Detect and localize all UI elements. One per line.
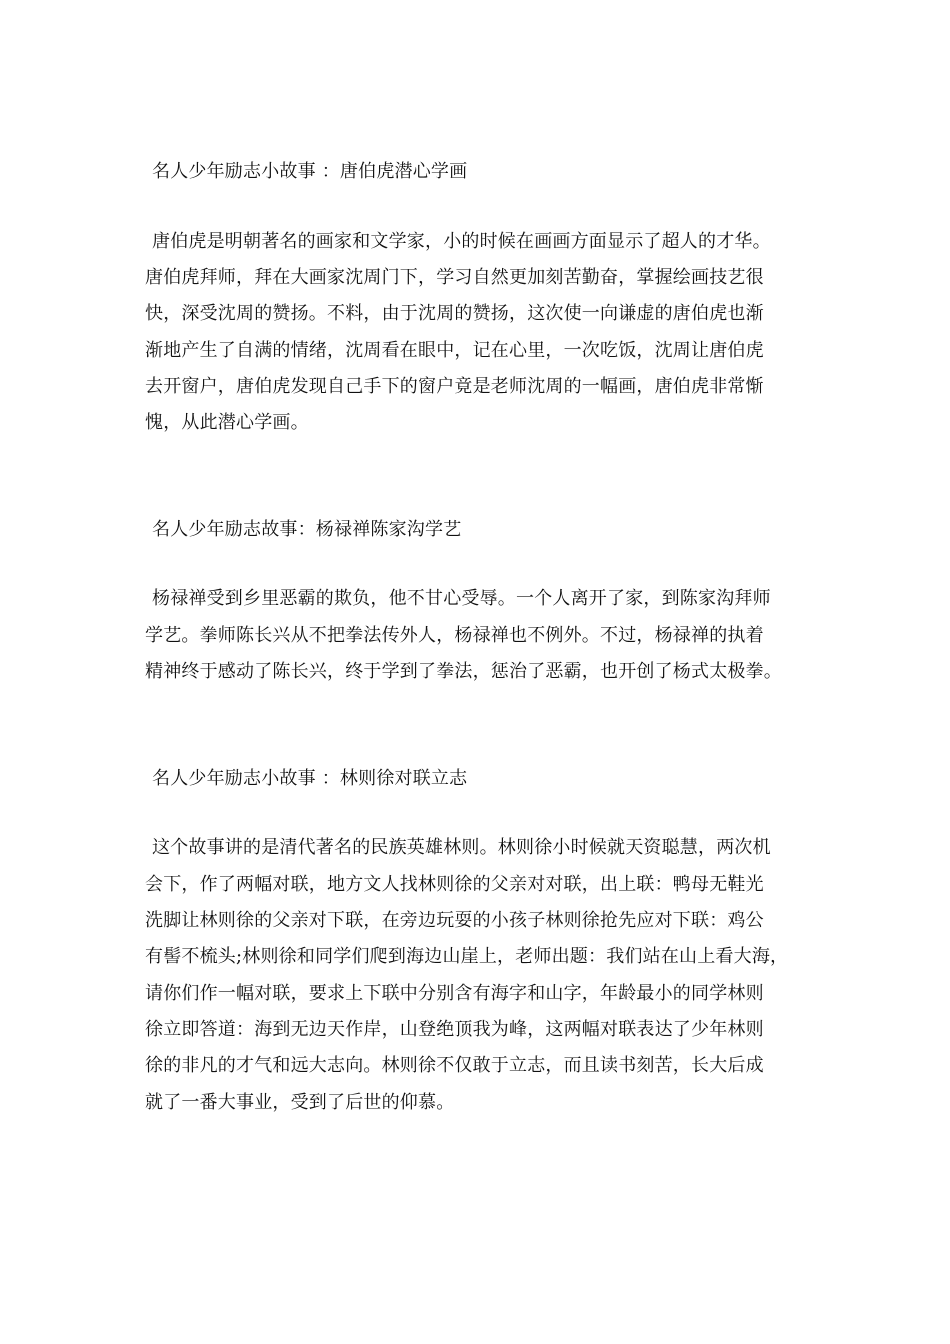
section-title: 名人少年励志小故事 ：唐伯虎潜心学画 xyxy=(152,161,468,182)
section-title: 名人少年励志小故事 ：林则徐对联立志 xyxy=(152,768,468,789)
paragraph-line: 就了一番大事业，受到了后世的仰慕。 xyxy=(145,1092,455,1113)
paragraph-line: 渐地产生了自满的情绪，沈周看在眼中，记在心里，一次吃饭，沈周让唐伯虎 xyxy=(145,340,764,361)
paragraph-line: 精神终于感动了陈长兴，终于学到了拳法，惩治了恶霸，也开创了杨式太极拳。 xyxy=(145,661,782,682)
paragraph-line: 快，深受沈周的赞扬。不料，由于沈周的赞扬，这次使一向谦虚的唐伯虎也渐 xyxy=(145,303,764,324)
paragraph-line: 徐立即答道：海到无边天作岸，山登绝顶我为峰，这两幅对联表达了少年林则 xyxy=(145,1019,764,1040)
section-title: 名人少年励志故事：杨禄禅陈家沟学艺 xyxy=(152,519,462,540)
paragraph-line: 唐伯虎是明朝著名的画家和文学家，小的时候在画画方面显示了超人的才华。 xyxy=(152,231,771,252)
paragraph-line: 请你们作一幅对联，要求上下联中分别含有海字和山字，年龄最小的同学林则 xyxy=(145,983,764,1004)
paragraph-line: 唐伯虎拜师，拜在大画家沈周门下，学习自然更加刻苦勤奋，掌握绘画技艺很 xyxy=(145,267,764,288)
paragraph-line: 这个故事讲的是清代著名的民族英雄林则。林则徐小时候就天资聪慧，两次机 xyxy=(152,837,771,858)
paragraph-line: 徐的非凡的才气和远大志向。林则徐不仅敢于立志，而且读书刻苦，长大后成 xyxy=(145,1055,764,1076)
paragraph-line: 去开窗户，唐伯虎发现自己手下的窗户竟是老师沈周的一幅画，唐伯虎非常惭 xyxy=(145,376,764,397)
paragraph-line: 会下，作了两幅对联，地方文人找林则徐的父亲对对联，出上联：鸭母无鞋光 xyxy=(145,874,764,895)
paragraph-line: 有髻不梳头;林则徐和同学们爬到海边山崖上，老师出题：我们站在山上看大海， xyxy=(145,946,789,967)
paragraph-line: 洗脚让林则徐的父亲对下联，在旁边玩耍的小孩子林则徐抢先应对下联：鸡公 xyxy=(145,910,764,931)
paragraph-line: 愧，从此潜心学画。 xyxy=(145,412,309,433)
paragraph-line: 学艺。拳师陈长兴从不把拳法传外人，杨禄禅也不例外。不过，杨禄禅的执着 xyxy=(145,625,764,646)
paragraph-line: 杨禄禅受到乡里恶霸的欺负，他不甘心受辱。一个人离开了家，到陈家沟拜师 xyxy=(152,588,771,609)
